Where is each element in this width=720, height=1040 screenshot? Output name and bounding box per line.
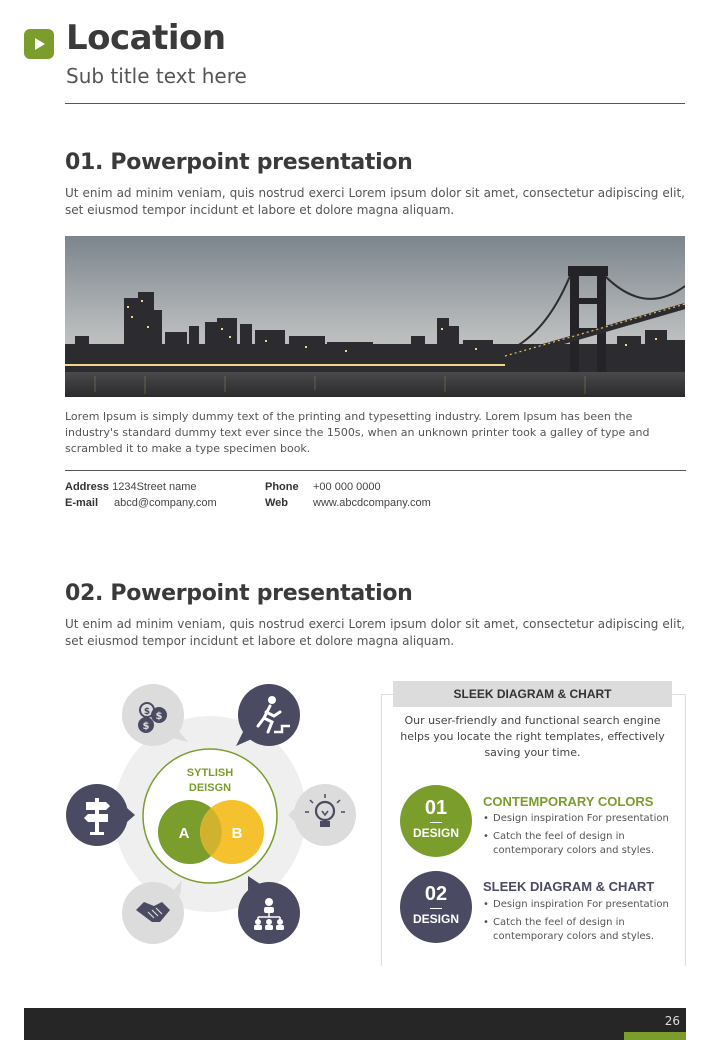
badge-01-number: 01 (424, 797, 448, 819)
center-title-line1: SYTLISH (186, 767, 234, 779)
handshake-icon (122, 880, 184, 944)
contact-phone (265, 481, 299, 493)
item-02-bullet-2: • Catch the feel of design in contemporary colors and styles. (483, 916, 678, 944)
web-label: Web (265, 497, 289, 509)
badge-01 (400, 785, 472, 857)
contact-address (65, 481, 196, 493)
section-1-body: Ut enim ad minim veniam, quis nostrud exerci Lorem ipsum dolor sit amet, consectetur adipiscing elit, set eiusmod tempor incidunt et labore et dolore magna aliquam. (65, 186, 685, 217)
runner-stairs-icon (236, 684, 300, 746)
badge-02-number: 02 (424, 883, 448, 905)
item-02-bullets (483, 898, 678, 948)
caption-divider (65, 470, 686, 471)
photo-caption: Lorem Ipsum is simply dummy text of the printing and typesetting industry. Lorem Ipsum has been the industry's standard dummy text ever since the 1500s, when an unknown printer took a galley of type and scrambled it to make a type specimen book. (65, 410, 650, 455)
item-01-title: CONTEMPORARY COLORS (483, 794, 654, 809)
badge-02 (400, 871, 472, 943)
panel-heading: SLEEK DIAGRAM & CHART (393, 681, 672, 707)
page-title: Location (66, 18, 226, 58)
page-number: 26 (664, 1014, 680, 1028)
item-02-bullet-1: • Design inspiration For presentation (483, 898, 678, 912)
section-1-heading: 01. Powerpoint presentation (65, 150, 413, 175)
badge-02-divider (430, 908, 442, 909)
phone-label: Phone (265, 481, 299, 493)
contact-email (65, 497, 98, 509)
badge-02-word: DESIGN (412, 912, 459, 926)
address-label: Address (65, 481, 110, 493)
badge-01-divider (430, 822, 442, 823)
web-value: www.abcdcompany.com (313, 497, 431, 509)
center-title-line2: DEISGN (188, 782, 232, 794)
money-icon (122, 684, 188, 746)
email-label: E-mail (65, 497, 99, 509)
svg-text:$: $ (142, 721, 150, 732)
circle-b-label: B (231, 825, 243, 842)
section-2-heading: 02. Powerpoint presentation (65, 581, 413, 606)
city-skyline-photo (65, 236, 685, 397)
circle-a-label: A (178, 825, 190, 842)
item-02-title: SLEEK DIAGRAM & CHART (483, 879, 655, 894)
svg-text:$: $ (143, 707, 151, 717)
play-icon (24, 29, 54, 59)
svg-text:$: $ (155, 711, 163, 722)
footer-accent (624, 1032, 686, 1040)
badge-01-word: DESIGN (412, 826, 459, 840)
address-value: 1234Street name (112, 481, 197, 493)
phone-value: +00 000 0000 (313, 481, 381, 493)
contact-web (265, 497, 288, 509)
item-01-bullet-1: • Design inspiration For presentation (483, 812, 678, 826)
header-divider (65, 103, 685, 104)
item-01-bullets (483, 812, 678, 862)
page-subtitle: Sub title text here (66, 64, 247, 88)
email-value: abcd@company.com (114, 497, 217, 509)
stylish-design-diagram (60, 680, 360, 950)
panel-description: Our user-friendly and functional search engine helps you locate the right templates, effectively saving your time. (400, 714, 665, 759)
footer-bar (24, 1008, 686, 1040)
item-01-bullet-2: • Catch the feel of design in contemporary colors and styles. (483, 830, 678, 858)
section-2-body: Ut enim ad minim veniam, quis nostrud exerci Lorem ipsum dolor sit amet, consectetur adipiscing elit, set eiusmod tempor incidunt et labore et dolore magna aliquam. (65, 617, 685, 648)
